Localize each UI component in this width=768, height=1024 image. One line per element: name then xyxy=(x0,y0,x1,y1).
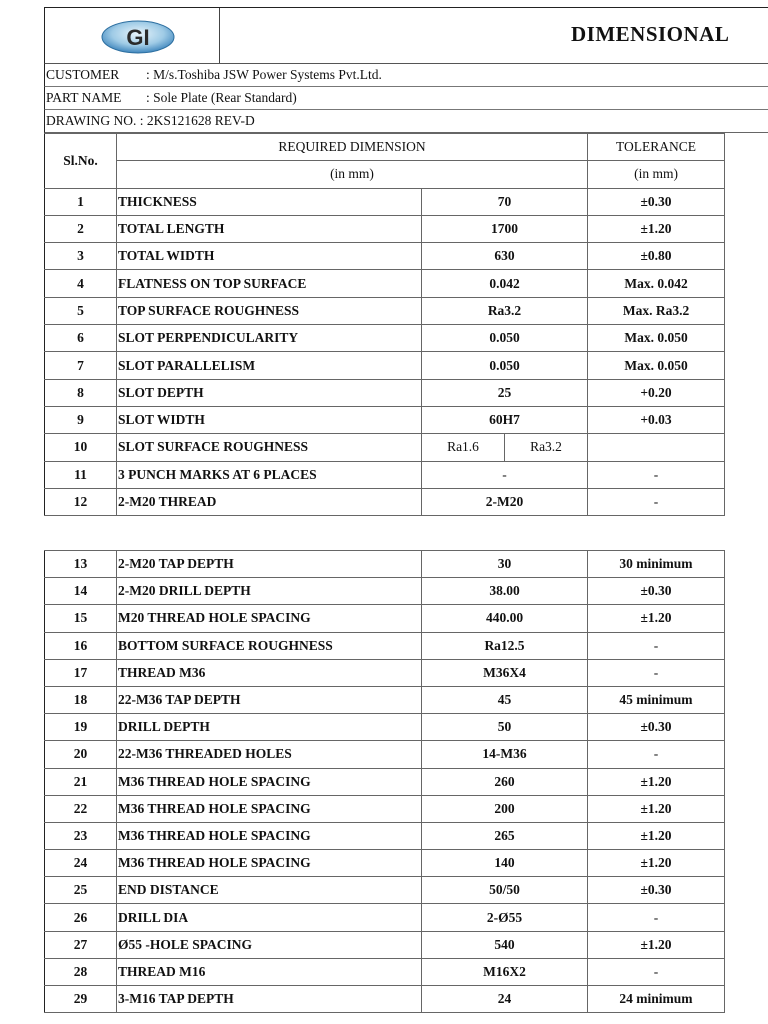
row-number: 9 xyxy=(45,406,117,433)
row-tolerance: - xyxy=(588,632,725,659)
row-required-value: 540 xyxy=(422,931,588,958)
row-parameter: M20 THREAD HOLE SPACING xyxy=(117,605,422,632)
table-row xyxy=(45,215,725,242)
row-tolerance: ±1.20 xyxy=(588,795,725,822)
row-required-value: 630 xyxy=(422,243,588,270)
row-parameter: 3-M16 TAP DEPTH xyxy=(117,986,422,1013)
row-required-value: 265 xyxy=(422,822,588,849)
row-tolerance: ±0.30 xyxy=(588,877,725,904)
row-required-value: 0.050 xyxy=(422,325,588,352)
row-tolerance: Max. 0.050 xyxy=(588,325,725,352)
row-required-value: M36X4 xyxy=(422,659,588,686)
row-parameter: 2-M20 THREAD xyxy=(117,488,422,515)
row-required-value: 2-Ø55 xyxy=(422,904,588,931)
row-parameter: SLOT PARALLELISM xyxy=(117,352,422,379)
row-number: 28 xyxy=(45,958,117,985)
row-required-value: 60H7 xyxy=(422,406,588,433)
row-parameter: DRILL DEPTH xyxy=(117,714,422,741)
row-required-value: 30 xyxy=(422,551,588,578)
row-number: 18 xyxy=(45,686,117,713)
row-number: 14 xyxy=(45,578,117,605)
table-row xyxy=(45,605,725,632)
dimension-table-2 xyxy=(44,550,725,1013)
row-number: 15 xyxy=(45,605,117,632)
row-number: 1 xyxy=(45,188,117,215)
row-required-value: Ra3.2 xyxy=(422,297,588,324)
row-number: 5 xyxy=(45,297,117,324)
row-number: 4 xyxy=(45,270,117,297)
table-row xyxy=(45,931,725,958)
row-parameter: SLOT DEPTH xyxy=(117,379,422,406)
row-parameter: END DISTANCE xyxy=(117,877,422,904)
row-number: 16 xyxy=(45,632,117,659)
table-row xyxy=(45,352,725,379)
row-tolerance: Max. 0.050 xyxy=(588,352,725,379)
table-row xyxy=(45,188,725,215)
row-tolerance: ±1.20 xyxy=(588,768,725,795)
row-tolerance: Max. 0.042 xyxy=(588,270,725,297)
row-required-value: 38.00 xyxy=(422,578,588,605)
row-tolerance xyxy=(588,434,725,461)
table-row xyxy=(45,795,725,822)
part-name-value: : Sole Plate (Rear Standard) xyxy=(146,90,297,105)
row-tolerance: 30 minimum xyxy=(588,551,725,578)
row-parameter: FLATNESS ON TOP SURFACE xyxy=(117,270,422,297)
row-parameter: M36 THREAD HOLE SPACING xyxy=(117,768,422,795)
row-number: 8 xyxy=(45,379,117,406)
table-row xyxy=(45,632,725,659)
dimension-table-1 xyxy=(44,133,725,516)
row-parameter: M36 THREAD HOLE SPACING xyxy=(117,850,422,877)
row-parameter: M36 THREAD HOLE SPACING xyxy=(117,795,422,822)
row-number: 23 xyxy=(45,822,117,849)
table-row xyxy=(45,958,725,985)
row-tolerance: ±0.80 xyxy=(588,243,725,270)
part-name-line xyxy=(44,87,768,110)
table-row xyxy=(45,461,725,488)
table-row xyxy=(45,686,725,713)
customer-line xyxy=(44,64,768,87)
row-required-value: 0.050 xyxy=(422,352,588,379)
table-row xyxy=(45,297,725,324)
table-row xyxy=(45,659,725,686)
row-parameter: THREAD M16 xyxy=(117,958,422,985)
row-required-value: M16X2 xyxy=(422,958,588,985)
row-parameter: THREAD M36 xyxy=(117,659,422,686)
svg-text:GI: GI xyxy=(126,25,150,50)
row-parameter: M36 THREAD HOLE SPACING xyxy=(117,822,422,849)
row-number: 6 xyxy=(45,325,117,352)
table-row xyxy=(45,822,725,849)
row-parameter: 3 PUNCH MARKS AT 6 PLACES xyxy=(117,461,422,488)
row-required-value: 1700 xyxy=(422,215,588,242)
row-number: 17 xyxy=(45,659,117,686)
row-parameter: DRILL DIA xyxy=(117,904,422,931)
table-row xyxy=(45,741,725,768)
row-tolerance: - xyxy=(588,659,725,686)
row-required-value: 24 xyxy=(422,986,588,1013)
row-parameter: 22-M36 THREADED HOLES xyxy=(117,741,422,768)
tolerance-unit: (in mm) xyxy=(588,161,725,188)
row-number: 2 xyxy=(45,215,117,242)
row-required-value: 45 xyxy=(422,686,588,713)
row-parameter: TOTAL WIDTH xyxy=(117,243,422,270)
row-required-value: 2-M20 xyxy=(422,488,588,515)
row-tolerance: 45 minimum xyxy=(588,686,725,713)
table-row xyxy=(45,877,725,904)
row-required-value-b: Ra3.2 xyxy=(505,434,588,461)
drawing-number: DRAWING NO. : 2KS121628 REV-D xyxy=(46,113,255,128)
row-number: 24 xyxy=(45,850,117,877)
row-required-value: - xyxy=(422,461,588,488)
row-number: 22 xyxy=(45,795,117,822)
row-tolerance: ±0.30 xyxy=(588,578,725,605)
report-sheet xyxy=(44,7,768,516)
row-parameter: 2-M20 TAP DEPTH xyxy=(117,551,422,578)
row-tolerance: - xyxy=(588,958,725,985)
row-required-value: 0.042 xyxy=(422,270,588,297)
row-required-value: 25 xyxy=(422,379,588,406)
row-parameter: SLOT SURFACE ROUGHNESS xyxy=(117,434,422,461)
table-row xyxy=(45,578,725,605)
row-tolerance: - xyxy=(588,904,725,931)
row-required-value: 140 xyxy=(422,850,588,877)
table-row xyxy=(45,714,725,741)
table-row xyxy=(45,406,725,433)
row-required-value: 50/50 xyxy=(422,877,588,904)
report-header xyxy=(44,7,768,64)
row-parameter: 22-M36 TAP DEPTH xyxy=(117,686,422,713)
row-tolerance: Max. Ra3.2 xyxy=(588,297,725,324)
row-number: 27 xyxy=(45,931,117,958)
table-row xyxy=(45,904,725,931)
row-number: 29 xyxy=(45,986,117,1013)
table-row xyxy=(45,850,725,877)
row-number: 7 xyxy=(45,352,117,379)
row-number: 26 xyxy=(45,904,117,931)
row-tolerance: - xyxy=(588,741,725,768)
dimension-table-2-wrap xyxy=(44,550,725,1013)
row-parameter: SLOT PERPENDICULARITY xyxy=(117,325,422,352)
row-number: 12 xyxy=(45,488,117,515)
customer-value: : M/s.Toshiba JSW Power Systems Pvt.Ltd. xyxy=(146,67,382,82)
row-tolerance: +0.03 xyxy=(588,406,725,433)
row-tolerance: - xyxy=(588,488,725,515)
row-tolerance: ±1.20 xyxy=(588,822,725,849)
table-row xyxy=(45,325,725,352)
row-tolerance: ±1.20 xyxy=(588,931,725,958)
row-parameter: TOTAL LENGTH xyxy=(117,215,422,242)
table-row xyxy=(45,243,725,270)
part-name-label: PART NAME xyxy=(46,90,122,105)
table-row xyxy=(45,768,725,795)
required-unit: (in mm) xyxy=(117,161,588,188)
row-number: 25 xyxy=(45,877,117,904)
row-required-value: Ra12.5 xyxy=(422,632,588,659)
table-row xyxy=(45,434,725,461)
customer-label: CUSTOMER xyxy=(46,67,120,82)
row-number: 13 xyxy=(45,551,117,578)
row-number: 19 xyxy=(45,714,117,741)
row-tolerance: +0.20 xyxy=(588,379,725,406)
sl-no-header: Sl.No. xyxy=(45,134,117,189)
drawing-number-line xyxy=(44,110,768,133)
table-unit-row xyxy=(45,161,725,188)
table-row xyxy=(45,379,725,406)
row-required-value: 70 xyxy=(422,188,588,215)
row-number: 20 xyxy=(45,741,117,768)
row-required-value: 200 xyxy=(422,795,588,822)
table-row xyxy=(45,551,725,578)
table-row xyxy=(45,986,725,1013)
row-required-value: 260 xyxy=(422,768,588,795)
row-required-value: 14-M36 xyxy=(422,741,588,768)
table-row xyxy=(45,270,725,297)
row-parameter: Ø55 -HOLE SPACING xyxy=(117,931,422,958)
row-number: 11 xyxy=(45,461,117,488)
row-required-value-a: Ra1.6 xyxy=(422,434,505,461)
row-parameter: 2-M20 DRILL DEPTH xyxy=(117,578,422,605)
row-parameter: BOTTOM SURFACE ROUGHNESS xyxy=(117,632,422,659)
tolerance-header: TOLERANCE xyxy=(588,134,725,161)
row-tolerance: - xyxy=(588,461,725,488)
report-title: DIMENSIONAL xyxy=(571,22,730,46)
required-dimension-header: REQUIRED DIMENSION xyxy=(117,134,588,161)
row-tolerance: 24 minimum xyxy=(588,986,725,1013)
table-head-row xyxy=(45,134,725,161)
table-row xyxy=(45,488,725,515)
row-number: 10 xyxy=(45,434,117,461)
gi-logo xyxy=(101,20,175,54)
row-parameter: THICKNESS xyxy=(117,188,422,215)
row-parameter: TOP SURFACE ROUGHNESS xyxy=(117,297,422,324)
row-required-value: 50 xyxy=(422,714,588,741)
row-tolerance: ±1.20 xyxy=(588,605,725,632)
logo-cell xyxy=(45,8,220,63)
row-parameter: SLOT WIDTH xyxy=(117,406,422,433)
row-tolerance: ±1.20 xyxy=(588,215,725,242)
row-number: 3 xyxy=(45,243,117,270)
row-tolerance: ±0.30 xyxy=(588,188,725,215)
row-number: 21 xyxy=(45,768,117,795)
row-required-value: 440.00 xyxy=(422,605,588,632)
row-tolerance: ±0.30 xyxy=(588,714,725,741)
row-tolerance: ±1.20 xyxy=(588,850,725,877)
